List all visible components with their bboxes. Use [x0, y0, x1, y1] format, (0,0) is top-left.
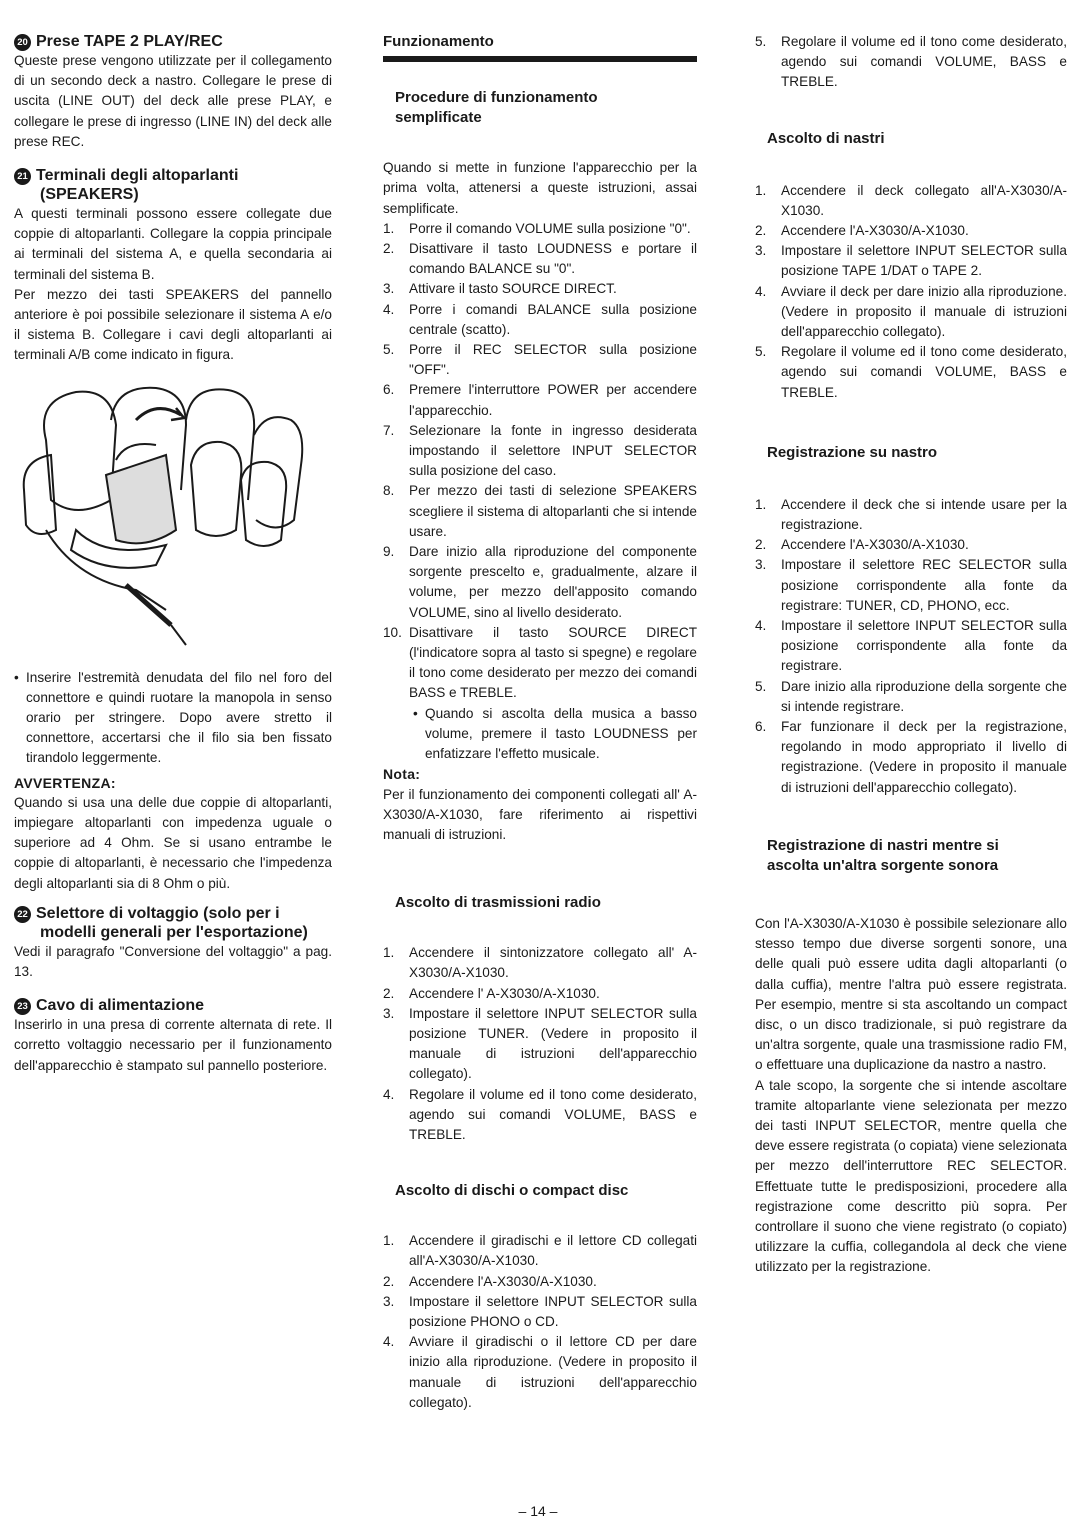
section-number-badge: 21 — [14, 168, 31, 185]
list-item: 2. Accendere l' A-X3030/A-X1030. — [383, 985, 600, 1001]
list-item: 3. Impostare il selettore REC SELECTOR sulla posizione corrispondente alla fonte da registrare: TUNER, CD, PHONO, ecc. — [755, 557, 1067, 613]
dub-body-2: A tale scopo, la sorgente che si intende ascoltare tramite altoparlante viene selezionata per mezzo dei tasti INPUT SELECTOR, mentre quella che deve essere registrata (o copiata) viene selezionata per mezzo dell'interruttore REC SELECTOR. Effettuate tutte le predisposizioni, procedere alla registrazione come descritto più sopra. Per controllare il suono che viene registrato (o copiato) utilizzare la cuffia, collegandola al deck che viene utilizzato per la registrazione. — [755, 1077, 1067, 1275]
radio-title: Ascolto di trasmissioni radio — [395, 894, 601, 912]
section-21-body-1: A questi terminali possono essere collegate due coppie di altoparlanti. Collegare la coppia principale ai terminali del sistema A, e quella secondaria ai terminali del sistema B. — [14, 206, 332, 282]
speaker-wire-end — [171, 625, 186, 645]
list-item: 4. Avviare il deck per dare inizio alla riproduzione. (Vedere in proposito il manuale di istruzioni dell'apparecchio collegato). — [755, 283, 1067, 340]
procedure-intro: Quando si mette in funzione l'apparecchio per la prima volta, attenersi a queste istruzioni, assai semplificate. — [383, 160, 697, 216]
binding-post-ridge — [116, 444, 156, 460]
list-item: 8. Per mezzo dei tasti di selezione SPEAKERS scegliere il sistema di altoparlanti che si intende usare. — [383, 483, 697, 539]
list-item: 1. Accendere il giradischi e il lettore CD collegati all'A-X3030/A-X1030. — [383, 1233, 697, 1269]
rec-title: Registrazione su nastro — [767, 443, 938, 461]
column-right — [755, 32, 1067, 1278]
list-item: 4. Impostare il selettore INPUT SELECTOR sulla posizione corrispondente alla fonte da registrare. — [755, 618, 1067, 674]
heading-rule — [383, 56, 697, 62]
list-item: 6. Premere l'interruttore POWER per accendere l'apparecchio. — [383, 382, 697, 418]
list-item: 5. Dare inizio alla riproduzione della sorgente che si intende registrare. — [755, 678, 1067, 714]
warning-title: AVVERTENZA: — [14, 774, 116, 791]
list-item: 3. Impostare il selettore INPUT SELECTOR sulla posizione TUNER. (Vedere in proposito il manuale di istruzioni dell'apparecchio collegato). — [383, 1005, 697, 1082]
section-20-body: Queste prese vengono utilizzate per il collegamento di un secondo deck a nastro. Collegare le prese di uscita (LINE OUT) del deck alle prese PLAY, e collegare le prese di ingresso (LINE IN) del deck alle prese REC. — [14, 53, 332, 149]
procedure-steps — [383, 219, 697, 704]
section-number-badge: 20 — [14, 34, 31, 51]
continued-step — [755, 32, 1067, 93]
list-item: 3. Impostare il selettore INPUT SELECTOR sulla posizione PHONO o CD. — [383, 1293, 697, 1329]
list-item: 2. Accendere l'A-X3030/A-X1030. — [755, 223, 969, 239]
list-item: 1. Porre il comando VOLUME sulla posizione "0". — [383, 220, 691, 236]
list-item: 5. Porre il REC SELECTOR sulla posizione "OFF". — [383, 342, 697, 378]
procedure-title: Procedure di funzionamento semplificate — [395, 89, 598, 127]
discs-title: Ascolto di dischi o compact disc — [395, 1182, 629, 1200]
list-item: 3. Attivare il tasto SOURCE DIRECT. — [383, 281, 617, 297]
list-item: 7. Selezionare la fonte in ingresso desiderata impostando il selettore INPUT SELECTOR sulla posizione del caso. — [383, 422, 697, 479]
list-item: 1. Accendere il sintonizzatore collegato all' A-X3030/A-X1030. — [383, 945, 697, 981]
dub-body-1: Con l'A-X3030/A-X1030 è possibile selezionare allo stesso tempo due diverse sorgenti sonore, una delle quali può essere udita dagli altoparlanti (o dalla cuffia), mentre l'altra può essere registrata. Per esempio, mentre si sta ascoltando un compact disc, o un disco tradizionale, si può registrare da un'altra sorgente, quale una trasmissione radio FM, o effettuare una duplicazione da nastro a nastro. — [755, 915, 1067, 1073]
list-item: 3. Impostare il selettore INPUT SELECTOR sulla posizione TAPE 1/DAT o TAPE 2. — [755, 243, 1067, 279]
column-middle — [383, 32, 697, 1413]
section-20-title: 20 Prese TAPE 2 PLAY/REC — [14, 32, 332, 51]
terminal-knob-shape — [254, 417, 302, 527]
list-item: 5. Regolare il volume ed il tono come desiderato, agendo sui comandi VOLUME, BASS e TREBLE. — [755, 344, 1067, 400]
loudness-note: • Quando si ascolta della musica a basso volume, premere il tasto LOUDNESS per enfatizzare l'effetto musicale. — [413, 705, 697, 762]
list-item: 4. Avviare il giradischi o il lettore CD per dare inizio alla riproduzione. (Vedere in proposito il manuale di istruzioni dell'apparecchio collegato). — [383, 1334, 697, 1410]
funzionamento-heading: Funzionamento — [383, 33, 494, 50]
disc-steps — [383, 1231, 697, 1413]
list-item: 9. Dare inizio alla riproduzione del componente sorgente prescelto e, gradualmente, alzare il volume, per mezzo dell'apposito comando VOLUME, sino al livello desiderato. — [383, 544, 697, 620]
list-item: 1. Accendere il deck collegato all'A-X3030/A-X1030. — [755, 182, 1067, 218]
note-title: Nota: — [383, 766, 421, 783]
rec-steps — [755, 495, 1067, 798]
list-item: 2. Accendere l'A-X3030/A-X1030. — [383, 1273, 597, 1289]
terminal-knob-shape — [44, 391, 116, 509]
list-item: 1. Accendere il deck che si intende usare per la registrazione. — [755, 496, 1067, 533]
tapes-title: Ascolto di nastri — [767, 129, 885, 147]
binding-post — [106, 455, 176, 543]
tape-steps — [755, 181, 1067, 403]
section-22-body: Vedi il paragrafo "Conversione del voltaggio" a pag. 13. — [14, 943, 332, 980]
list-item: 2. Accendere l'A-X3030/A-X1030. — [755, 537, 969, 553]
wiring-instruction-bullet: • Inserire l'estremità denudata del filo nel foro del connettore e quindi ruotare la manopola in senso orario per stringere. Dopo avere stretto il connettore, accertarsi che il filo sia ben fissato tirandolo leggermente. — [14, 669, 332, 766]
section-23-title: 23 Cavo di alimentazione — [14, 996, 332, 1015]
terminal-knob-shape — [191, 441, 241, 535]
list-item: 10. Disattivare il tasto SOURCE DIRECT (l'indicatore sopra al tasto si spegne) e regolare il tono come desiderato per mezzo dei comandi BASS e TREBLE. — [383, 624, 697, 701]
speaker-terminal-illustration — [16, 380, 306, 650]
list-item: 6. Far funzionare il deck per la registrazione, regolando in modo appropriato il livello di registrazione. (Vedere in proposito il manuale di istruzioni dell'apparecchio collegato). — [755, 719, 1067, 795]
section-number-badge: 23 — [14, 998, 31, 1015]
terminal-knob-shape — [186, 389, 254, 500]
list-item: 5. Regolare il volume ed il tono come desiderato, agendo sui comandi VOLUME, BASS e TREBLE. — [755, 34, 1067, 90]
page-number: – 14 – — [518, 1503, 558, 1519]
speaker-wire-insulation — [126, 585, 171, 625]
column-left — [14, 32, 332, 1076]
section-22-title: 22 Selettore di voltaggio (solo per i modelli generali per l'esportazione) — [14, 904, 332, 942]
section-23-body: Inserirlo in una presa di corrente alternata di rete. Il corretto voltaggio necessario per il funzionamento dell'apparecchio è stampato sul pannello posteriore. — [14, 1017, 332, 1073]
section-number-badge: 22 — [14, 906, 31, 923]
list-item: 4. Regolare il volume ed il tono come desiderato, agendo sui comandi VOLUME, BASS e TREBLE. — [383, 1086, 697, 1142]
list-item: 2. Disattivare il tasto LOUDNESS e portare il comando BALANCE su "0". — [383, 241, 697, 277]
note-body: Per il funzionamento dei componenti collegati all' A-X3030/A-X1030, fare riferimento ai rispettivi manuali di istruzioni. — [383, 786, 697, 842]
list-item: 4. Porre i comandi BALANCE sulla posizione centrale (scatto). — [383, 301, 697, 337]
radio-steps — [383, 943, 697, 1145]
terminal-knob-shape — [241, 461, 286, 545]
section-21-body-2: Per mezzo dei tasti SPEAKERS del pannello anteriore è poi possibile selezionare il sistema A e/o il sistema B. Collegare i cavi degli altoparlanti ai terminali A/B come indicato in figura. — [14, 286, 332, 363]
section-21-title: 21 Terminali degli altoparlanti (SPEAKERS) — [14, 166, 332, 204]
warning-body: Quando si usa una delle due coppie di altoparlanti, impiegare altoparlanti con impedenza uguale o superiore ad 4 Ohm. Se si usano entrambe le coppie di altoparlanti, è necessario che l'impedenza degli altoparlanti sia di 8 Ohm o più. — [14, 794, 332, 891]
dub-title: Registrazione di nastri mentre si ascolta un'altra sorgente sonora — [767, 836, 999, 874]
